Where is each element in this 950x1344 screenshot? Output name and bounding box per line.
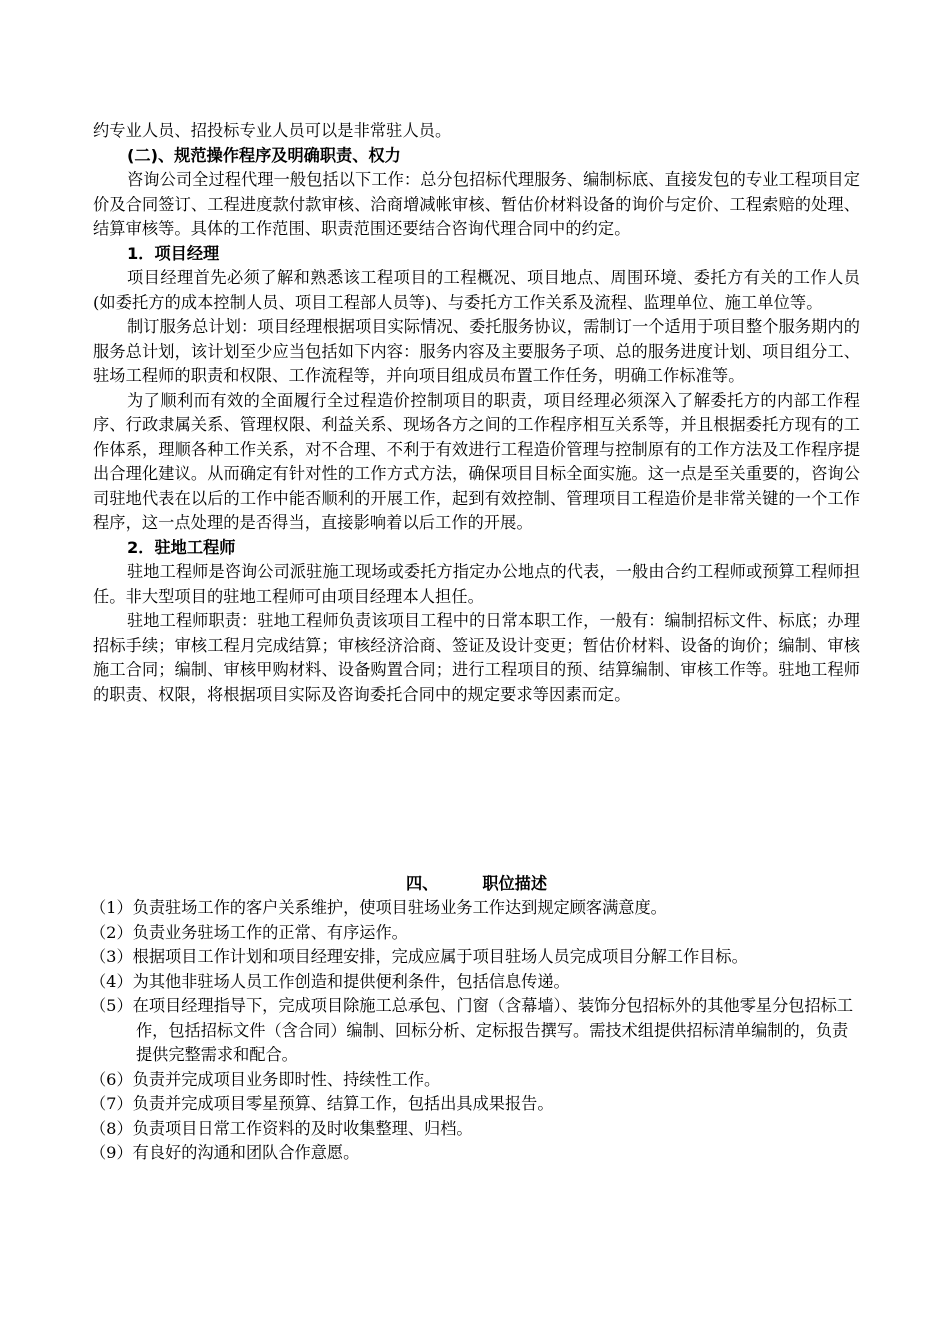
duty-item: （8）负责项目日常工作资料的及时收集整理、归档。 [90, 1118, 473, 1138]
body-paragraph: 咨询公司全过程代理一般包括以下工作：总分包招标代理服务、编制标底、直接发包的专业工程项目定价及合同签订、工程进度款付款审核、洽商增减帐审核、暂估价材料设备的询价与定价、工程索赔的处理、结算审核等。具体的工作范围、职责范围还要结合咨询代理合同中的约定。 [93, 170, 860, 238]
duty-list [90, 896, 862, 1166]
duty-item: （9）有良好的沟通和团队合作意愿。 [90, 1143, 360, 1162]
duty-item: （5）在项目经理指导下，完成项目除施工总承包、门窗（含幕墙）、装饰分包招标外的其他零星分包招标工作，包括招标文件（含合同）编制、回标分析、定标报告撰写。需技术组提供招标清单编制的，负责提供完整需求和配合。 [90, 996, 854, 1064]
document-body [93, 119, 860, 707]
section-heading: (二)、规范操作程序及明确职责、权力 [127, 145, 401, 165]
duty-item: （2）负责业务驻场工作的正常、有序运作。 [90, 922, 408, 942]
section-title-text: 职位描述 [482, 874, 548, 893]
duty-item: （3）根据项目工作计划和项目经理安排，完成应属于项目驻场人员完成项目分解工作目标。 [90, 947, 748, 966]
duty-item: （1）负责驻场工作的客户关系维护，使项目驻场业务工作达到规定顾客满意度。 [90, 898, 667, 917]
duty-item: （4）为其他非驻场人员工作创造和提供便利条件，包括信息传递。 [90, 971, 570, 991]
body-paragraph: 为了顺利而有效的全面履行全过程造价控制项目的职责，项目经理必须深入了解委托方的内部工作程序、行政隶属关系、管理权限、利益关系、现场各方之间的工作程序相互关系等，并且根据委托方现有的工作体系，理顺各种工作关系，对不合理、不利于有效进行工程造价管理与控制原有的工作方法及工作程序提出合理化建议。从而确定有针对性的工作方式方法，确保项目目标全面实施。这一点是至关重要的，咨询公司驻地代表在以后的工作中能否顺利的开展工作，起到有效控制、管理项目工程造价是非常关键的一个工作程序，这一点处理的是否得当，直接影响着以后工作的开展。 [93, 390, 860, 532]
duty-item: （7）负责并完成项目零星预算、结算工作，包括出具成果报告。 [90, 1094, 554, 1113]
body-paragraph: 项目经理首先必须了解和熟悉该工程项目的工程概况、项目地点、周围环境、委托方有关的工作人员(如委托方的成本控制人员、项目工程部人员等)、与委托方工作关系及流程、监理单位、施工单位等。 [93, 268, 860, 312]
body-paragraph: 驻地工程师是咨询公司派驻施工现场或委托方指定办公地点的代表，一般由合约工程师或预算工程师担任。非大型项目的驻地工程师可由项目经理本人担任。 [93, 562, 860, 606]
subsection-heading: 1．项目经理 [127, 243, 220, 263]
continuation-line: 约专业人员、招投标专业人员可以是非常驻人员。 [93, 121, 452, 140]
section-title [93, 872, 860, 897]
subsection-heading: 2．驻地工程师 [127, 537, 236, 557]
section-number: 四、 [405, 874, 439, 893]
body-paragraph: 驻地工程师职责：驻地工程师负责该项目工程中的日常本职工作，一般有：编制招标文件、标底；办理招标手续；审核工程月完成结算；审核经济洽商、签证及设计变更；暂估价材料、设备的询价；编制、审核施工合同；编制、审核甲购材料、设备购置合同；进行工程项目的预、结算编制、审核工作等。驻地工程师的职责、权限，将根据项目实际及咨询委托合同中的规定要求等因素而定。 [93, 611, 860, 704]
duty-item: （6）负责并完成项目业务即时性、持续性工作。 [90, 1069, 441, 1089]
body-paragraph: 制订服务总计划：项目经理根据项目实际情况、委托服务协议，需制订一个适用于项目整个服务期内的服务总计划，该计划至少应当包括如下内容：服务内容及主要服务子项、总的服务进度计划、项目组分工、驻场工程师的职责和权限、工作流程等，并向项目组成员布置工作任务，明确工作标准等。 [93, 317, 860, 385]
